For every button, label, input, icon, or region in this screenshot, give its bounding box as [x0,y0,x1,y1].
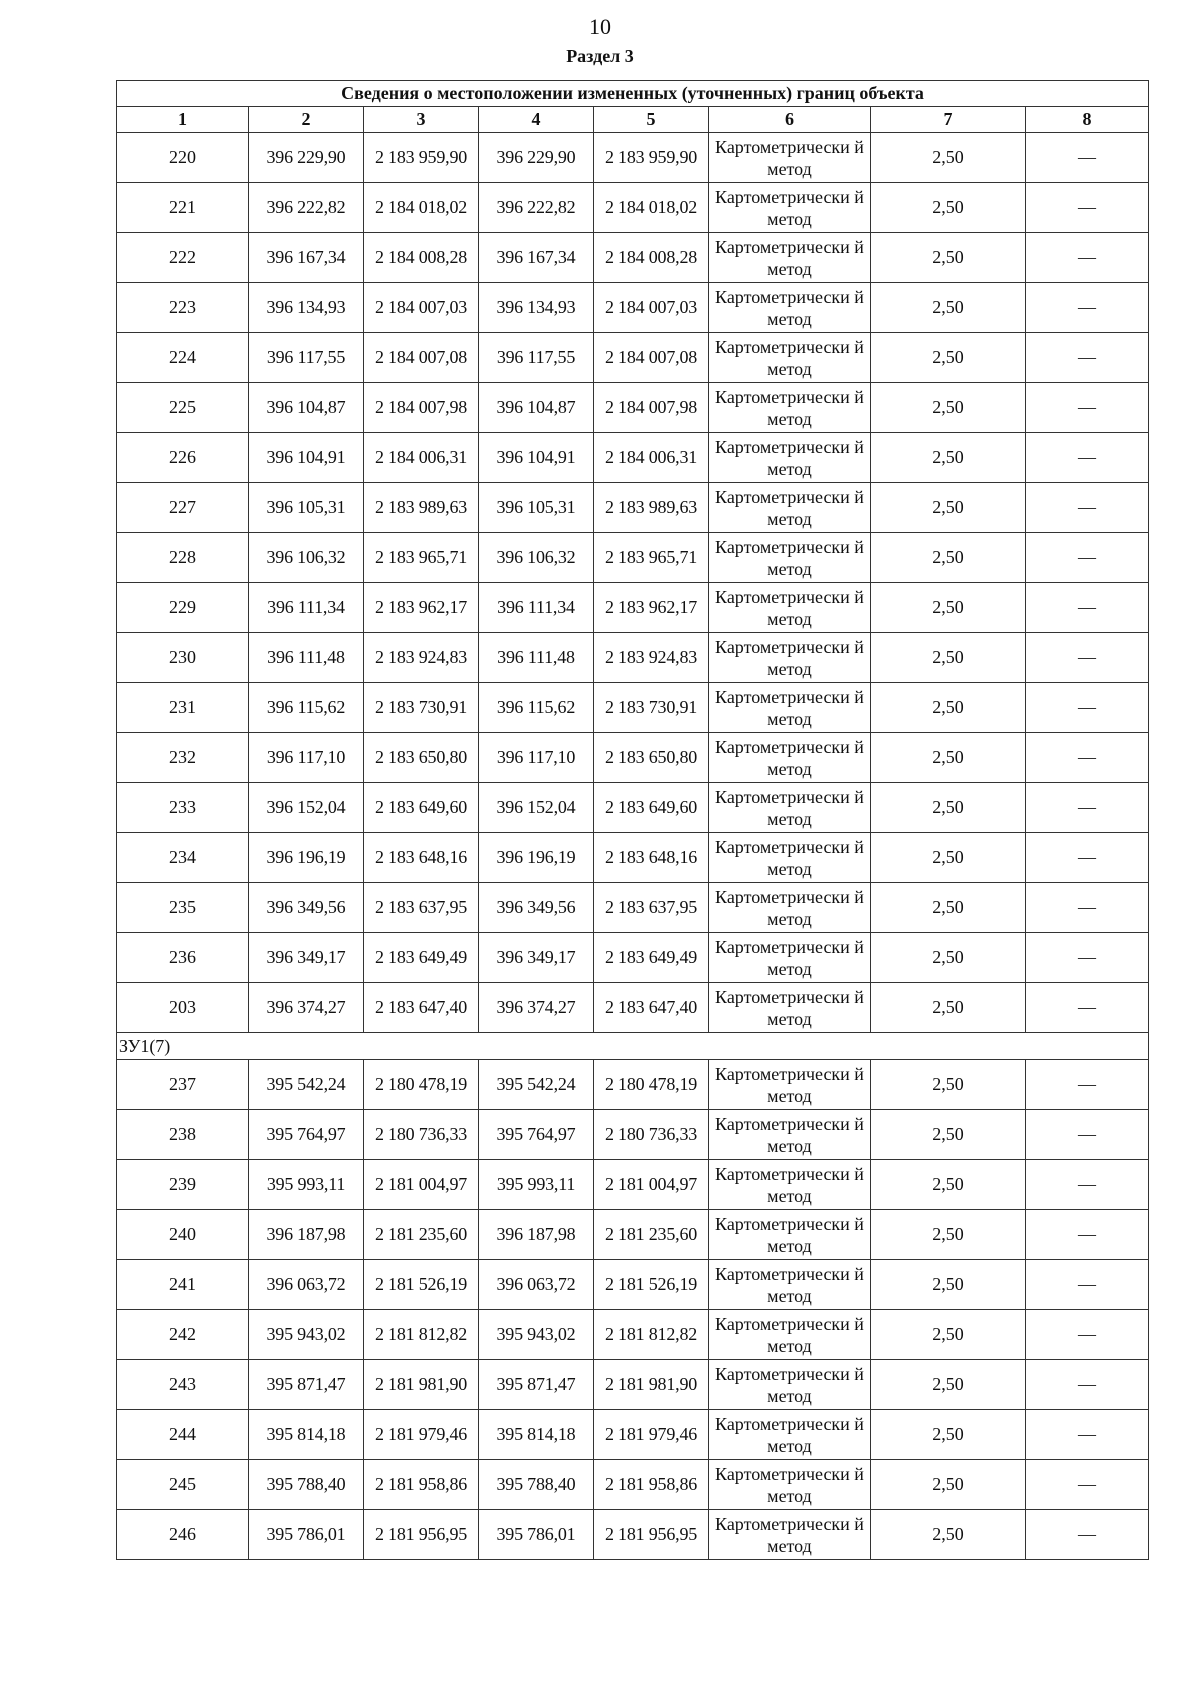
method-cell: Картометрически й метод [709,1410,871,1460]
description-cell: — [1026,433,1149,483]
y-old-cell: 2 183 650,80 [364,733,479,783]
y-new-cell: 2 184 007,08 [594,333,709,383]
point-number-cell: 220 [117,133,249,183]
method-cell: Картометрически й метод [709,1210,871,1260]
x-new-cell: 396 106,32 [479,533,594,583]
table-row [117,833,1149,883]
table-row [117,883,1149,933]
point-number-cell: 227 [117,483,249,533]
x-new-cell: 395 814,18 [479,1410,594,1460]
point-number-cell: 241 [117,1260,249,1310]
y-new-cell: 2 180 478,19 [594,1060,709,1110]
y-old-cell: 2 181 981,90 [364,1360,479,1410]
column-number: 6 [709,107,871,133]
y-new-cell: 2 184 008,28 [594,233,709,283]
x-old-cell: 396 349,17 [249,933,364,983]
y-new-cell: 2 183 924,83 [594,633,709,683]
y-new-cell: 2 181 956,95 [594,1510,709,1560]
y-new-cell: 2 184 006,31 [594,433,709,483]
point-number-cell: 223 [117,283,249,333]
y-new-cell: 2 183 637,95 [594,883,709,933]
y-old-cell: 2 180 478,19 [364,1060,479,1110]
x-new-cell: 395 788,40 [479,1460,594,1510]
accuracy-cell: 2,50 [871,333,1026,383]
x-new-cell: 396 063,72 [479,1260,594,1310]
x-old-cell: 395 542,24 [249,1060,364,1110]
method-cell: Картометрически й метод [709,1260,871,1310]
point-number-cell: 245 [117,1460,249,1510]
column-number: 4 [479,107,594,133]
method-cell: Картометрически й метод [709,1460,871,1510]
accuracy-cell: 2,50 [871,183,1026,233]
x-old-cell: 396 115,62 [249,683,364,733]
y-old-cell: 2 183 649,49 [364,933,479,983]
accuracy-cell: 2,50 [871,1310,1026,1360]
x-new-cell: 396 229,90 [479,133,594,183]
x-new-cell: 396 117,10 [479,733,594,783]
point-number-cell: 235 [117,883,249,933]
point-number-cell: 222 [117,233,249,283]
method-cell: Картометрически й метод [709,1510,871,1560]
y-new-cell: 2 183 647,40 [594,983,709,1033]
method-cell: Картометрически й метод [709,683,871,733]
y-old-cell: 2 183 989,63 [364,483,479,533]
description-cell: — [1026,483,1149,533]
y-old-cell: 2 184 018,02 [364,183,479,233]
method-cell: Картометрически й метод [709,433,871,483]
column-numbers-row [117,107,1149,133]
y-old-cell: 2 181 956,95 [364,1510,479,1560]
y-new-cell: 2 183 650,80 [594,733,709,783]
method-cell: Картометрически й метод [709,383,871,433]
x-old-cell: 395 871,47 [249,1360,364,1410]
y-old-cell: 2 183 637,95 [364,883,479,933]
point-number-cell: 236 [117,933,249,983]
x-new-cell: 396 349,56 [479,883,594,933]
x-new-cell: 396 111,48 [479,633,594,683]
y-old-cell: 2 184 007,03 [364,283,479,333]
point-number-cell: 226 [117,433,249,483]
table-row [117,483,1149,533]
x-old-cell: 395 786,01 [249,1510,364,1560]
table-row [117,533,1149,583]
method-cell: Картометрически й метод [709,1160,871,1210]
table-row [117,683,1149,733]
table-row [117,133,1149,183]
y-old-cell: 2 183 647,40 [364,983,479,1033]
table-row [117,1510,1149,1560]
description-cell: — [1026,383,1149,433]
x-old-cell: 396 349,56 [249,883,364,933]
description-cell: — [1026,683,1149,733]
y-old-cell: 2 183 648,16 [364,833,479,883]
point-number-cell: 234 [117,833,249,883]
point-number-cell: 242 [117,1310,249,1360]
description-cell: — [1026,1310,1149,1360]
accuracy-cell: 2,50 [871,733,1026,783]
y-new-cell: 2 180 736,33 [594,1110,709,1160]
y-old-cell: 2 183 965,71 [364,533,479,583]
y-old-cell: 2 181 526,19 [364,1260,479,1310]
table-row [117,583,1149,633]
column-number: 2 [249,107,364,133]
table-row [117,1110,1149,1160]
y-old-cell: 2 183 924,83 [364,633,479,683]
y-new-cell: 2 181 812,82 [594,1310,709,1360]
description-cell: — [1026,633,1149,683]
y-new-cell: 2 184 018,02 [594,183,709,233]
method-cell: Картометрически й метод [709,283,871,333]
y-new-cell: 2 181 526,19 [594,1260,709,1310]
y-new-cell: 2 183 648,16 [594,833,709,883]
method-cell: Картометрически й метод [709,783,871,833]
x-old-cell: 396 104,91 [249,433,364,483]
table-caption: Сведения о местоположении измененных (уточненных) границ объекта [117,81,1149,107]
point-number-cell: 228 [117,533,249,583]
x-new-cell: 396 222,82 [479,183,594,233]
column-number: 5 [594,107,709,133]
table-row [117,383,1149,433]
accuracy-cell: 2,50 [871,783,1026,833]
y-old-cell: 2 181 812,82 [364,1310,479,1360]
description-cell: — [1026,1060,1149,1110]
section-title: Раздел 3 [566,46,634,66]
accuracy-cell: 2,50 [871,1510,1026,1560]
table-row [117,283,1149,333]
method-cell: Картометрически й метод [709,833,871,883]
column-number: 1 [117,107,249,133]
table-row [117,233,1149,283]
y-old-cell: 2 184 006,31 [364,433,479,483]
point-number-cell: 221 [117,183,249,233]
x-old-cell: 396 167,34 [249,233,364,283]
description-cell: — [1026,733,1149,783]
x-old-cell: 396 187,98 [249,1210,364,1260]
accuracy-cell: 2,50 [871,1410,1026,1460]
x-new-cell: 395 786,01 [479,1510,594,1560]
point-number-cell: 237 [117,1060,249,1110]
point-number-cell: 230 [117,633,249,683]
y-old-cell: 2 183 962,17 [364,583,479,633]
accuracy-cell: 2,50 [871,1060,1026,1110]
table-row [117,1460,1149,1510]
point-number-cell: 232 [117,733,249,783]
y-new-cell: 2 183 965,71 [594,533,709,583]
method-cell: Картометрически й метод [709,983,871,1033]
description-cell: — [1026,783,1149,833]
y-new-cell: 2 181 235,60 [594,1210,709,1260]
y-new-cell: 2 183 989,63 [594,483,709,533]
table-row [117,1060,1149,1110]
y-old-cell: 2 181 235,60 [364,1210,479,1260]
x-old-cell: 396 111,34 [249,583,364,633]
column-number: 7 [871,107,1026,133]
point-number-cell: 240 [117,1210,249,1260]
table-row [117,333,1149,383]
description-cell: — [1026,1360,1149,1410]
coordinates-table [116,80,1149,1560]
method-cell: Картометрически й метод [709,533,871,583]
accuracy-cell: 2,50 [871,1460,1026,1510]
x-new-cell: 396 167,34 [479,233,594,283]
method-cell: Картометрически й метод [709,583,871,633]
accuracy-cell: 2,50 [871,633,1026,683]
point-number-cell: 203 [117,983,249,1033]
table-row [117,733,1149,783]
y-new-cell: 2 183 730,91 [594,683,709,733]
description-cell: — [1026,983,1149,1033]
description-cell: — [1026,1410,1149,1460]
x-old-cell: 396 105,31 [249,483,364,533]
table-row [117,633,1149,683]
x-old-cell: 396 063,72 [249,1260,364,1310]
method-cell: Картометрически й метод [709,183,871,233]
method-cell: Картометрически й метод [709,333,871,383]
description-cell: — [1026,283,1149,333]
column-number: 8 [1026,107,1149,133]
y-old-cell: 2 183 730,91 [364,683,479,733]
x-new-cell: 396 134,93 [479,283,594,333]
x-new-cell: 396 115,62 [479,683,594,733]
x-new-cell: 396 196,19 [479,833,594,883]
description-cell: — [1026,1160,1149,1210]
method-cell: Картометрически й метод [709,133,871,183]
accuracy-cell: 2,50 [871,433,1026,483]
x-old-cell: 396 111,48 [249,633,364,683]
method-cell: Картометрически й метод [709,483,871,533]
method-cell: Картометрически й метод [709,1060,871,1110]
page-number: 10 [589,14,611,39]
y-new-cell: 2 181 979,46 [594,1410,709,1460]
method-cell: Картометрически й метод [709,1110,871,1160]
description-cell: — [1026,183,1149,233]
accuracy-cell: 2,50 [871,683,1026,733]
x-old-cell: 396 117,10 [249,733,364,783]
accuracy-cell: 2,50 [871,583,1026,633]
x-new-cell: 396 104,91 [479,433,594,483]
y-old-cell: 2 183 649,60 [364,783,479,833]
point-number-cell: 246 [117,1510,249,1560]
x-new-cell: 395 943,02 [479,1310,594,1360]
accuracy-cell: 2,50 [871,883,1026,933]
y-new-cell: 2 184 007,03 [594,283,709,333]
accuracy-cell: 2,50 [871,983,1026,1033]
group-label: ЗУ1(7) [117,1033,1149,1060]
x-new-cell: 396 152,04 [479,783,594,833]
method-cell: Картометрически й метод [709,1360,871,1410]
point-number-cell: 244 [117,1410,249,1460]
x-new-cell: 395 542,24 [479,1060,594,1110]
x-old-cell: 395 993,11 [249,1160,364,1210]
y-old-cell: 2 183 959,90 [364,133,479,183]
y-new-cell: 2 181 981,90 [594,1360,709,1410]
y-new-cell: 2 183 959,90 [594,133,709,183]
point-number-cell: 225 [117,383,249,433]
x-old-cell: 395 764,97 [249,1110,364,1160]
accuracy-cell: 2,50 [871,533,1026,583]
description-cell: — [1026,233,1149,283]
x-old-cell: 396 106,32 [249,533,364,583]
method-cell: Картометрически й метод [709,1310,871,1360]
x-old-cell: 396 117,55 [249,333,364,383]
accuracy-cell: 2,50 [871,283,1026,333]
accuracy-cell: 2,50 [871,1210,1026,1260]
accuracy-cell: 2,50 [871,383,1026,433]
x-old-cell: 395 788,40 [249,1460,364,1510]
description-cell: — [1026,1510,1149,1560]
table-row [117,983,1149,1033]
x-new-cell: 395 993,11 [479,1160,594,1210]
table-row [117,1160,1149,1210]
description-cell: — [1026,833,1149,883]
description-cell: — [1026,1110,1149,1160]
y-new-cell: 2 183 649,60 [594,783,709,833]
accuracy-cell: 2,50 [871,833,1026,883]
x-new-cell: 396 187,98 [479,1210,594,1260]
accuracy-cell: 2,50 [871,1360,1026,1410]
x-old-cell: 396 222,82 [249,183,364,233]
table-row [117,783,1149,833]
table-row [117,433,1149,483]
y-old-cell: 2 184 007,08 [364,333,479,383]
y-new-cell: 2 181 004,97 [594,1160,709,1210]
y-new-cell: 2 183 649,49 [594,933,709,983]
x-new-cell: 396 111,34 [479,583,594,633]
point-number-cell: 233 [117,783,249,833]
accuracy-cell: 2,50 [871,1160,1026,1210]
description-cell: — [1026,533,1149,583]
x-old-cell: 396 374,27 [249,983,364,1033]
accuracy-cell: 2,50 [871,1260,1026,1310]
point-number-cell: 239 [117,1160,249,1210]
x-old-cell: 395 943,02 [249,1310,364,1360]
x-old-cell: 396 134,93 [249,283,364,333]
table-row [117,1210,1149,1260]
accuracy-cell: 2,50 [871,233,1026,283]
x-old-cell: 396 196,19 [249,833,364,883]
y-old-cell: 2 181 979,46 [364,1410,479,1460]
method-cell: Картометрически й метод [709,933,871,983]
x-new-cell: 396 374,27 [479,983,594,1033]
x-new-cell: 396 349,17 [479,933,594,983]
x-old-cell: 396 104,87 [249,383,364,433]
accuracy-cell: 2,50 [871,483,1026,533]
accuracy-cell: 2,50 [871,933,1026,983]
y-old-cell: 2 184 008,28 [364,233,479,283]
table-row [117,1260,1149,1310]
description-cell: — [1026,133,1149,183]
x-new-cell: 395 871,47 [479,1360,594,1410]
description-cell: — [1026,1210,1149,1260]
x-new-cell: 396 104,87 [479,383,594,433]
x-old-cell: 396 229,90 [249,133,364,183]
description-cell: — [1026,583,1149,633]
group-row [117,1033,1149,1060]
table-row [117,1360,1149,1410]
x-old-cell: 395 814,18 [249,1410,364,1460]
x-new-cell: 396 105,31 [479,483,594,533]
y-new-cell: 2 183 962,17 [594,583,709,633]
description-cell: — [1026,1260,1149,1310]
table-caption-row [117,81,1149,107]
y-new-cell: 2 184 007,98 [594,383,709,433]
x-new-cell: 395 764,97 [479,1110,594,1160]
x-old-cell: 396 152,04 [249,783,364,833]
y-new-cell: 2 181 958,86 [594,1460,709,1510]
description-cell: — [1026,1460,1149,1510]
y-old-cell: 2 184 007,98 [364,383,479,433]
point-number-cell: 238 [117,1110,249,1160]
point-number-cell: 229 [117,583,249,633]
x-new-cell: 396 117,55 [479,333,594,383]
point-number-cell: 243 [117,1360,249,1410]
accuracy-cell: 2,50 [871,133,1026,183]
description-cell: — [1026,883,1149,933]
column-number: 3 [364,107,479,133]
y-old-cell: 2 181 958,86 [364,1460,479,1510]
method-cell: Картометрически й метод [709,883,871,933]
accuracy-cell: 2,50 [871,1110,1026,1160]
point-number-cell: 231 [117,683,249,733]
description-cell: — [1026,933,1149,983]
method-cell: Картометрически й метод [709,633,871,683]
method-cell: Картометрически й метод [709,233,871,283]
table-row [117,1310,1149,1360]
table-row [117,933,1149,983]
point-number-cell: 224 [117,333,249,383]
method-cell: Картометрически й метод [709,733,871,783]
y-old-cell: 2 181 004,97 [364,1160,479,1210]
description-cell: — [1026,333,1149,383]
table-row [117,183,1149,233]
table-row [117,1410,1149,1460]
y-old-cell: 2 180 736,33 [364,1110,479,1160]
